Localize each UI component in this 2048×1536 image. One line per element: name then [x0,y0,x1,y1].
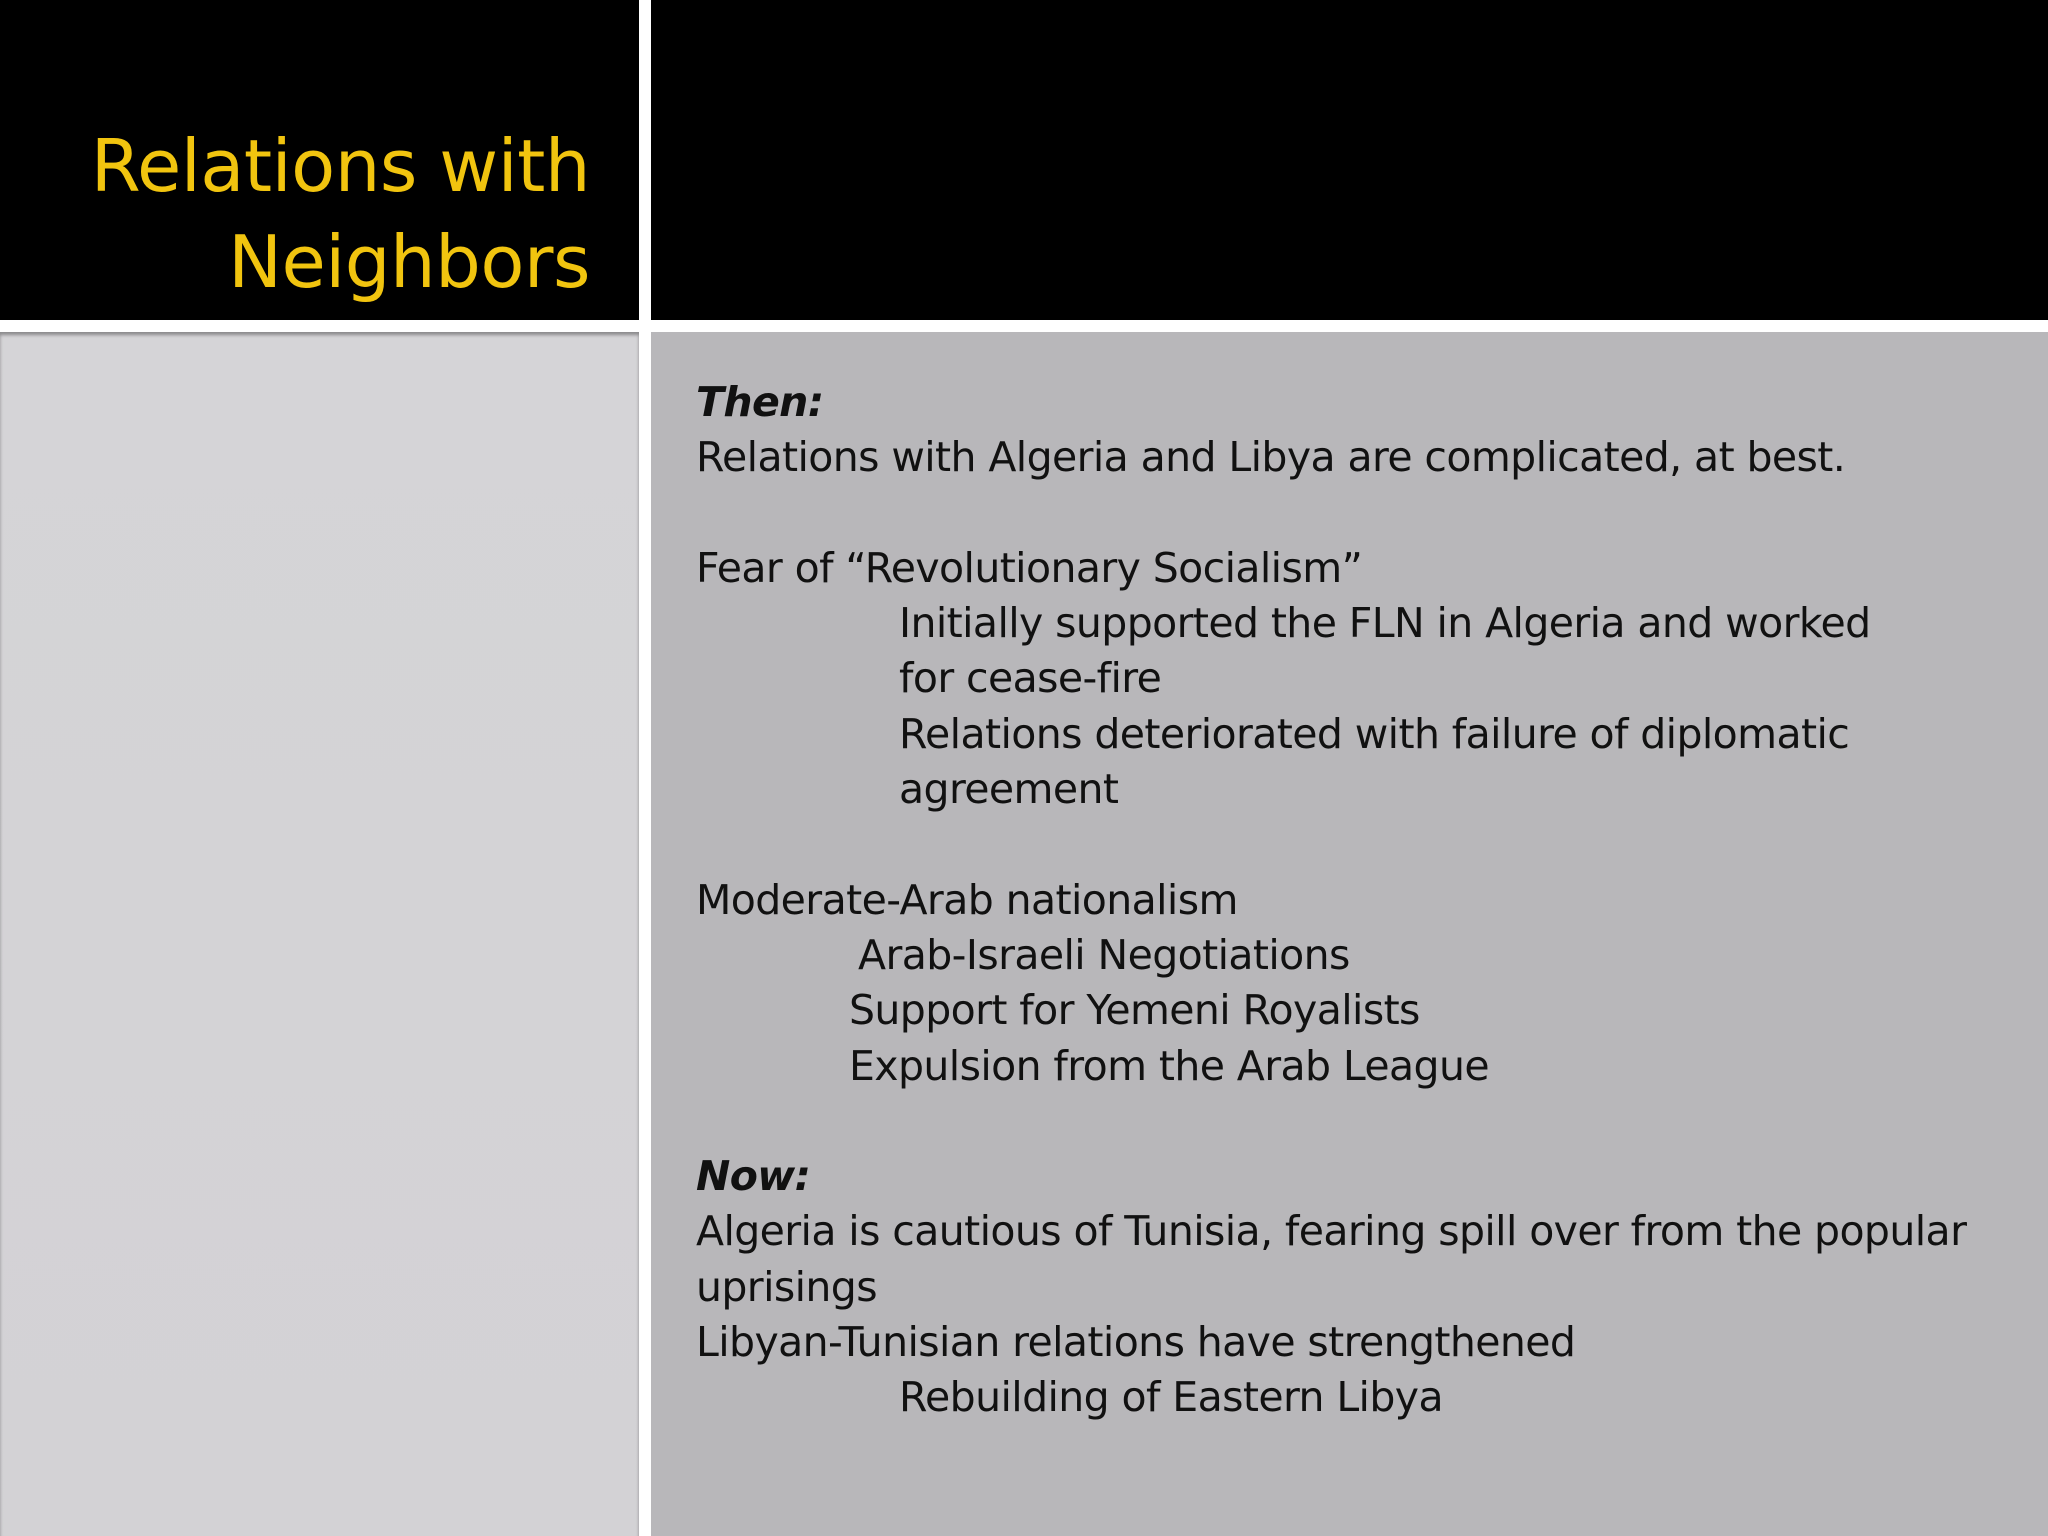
moderate-point: Arab-Israeli Negotiations [858,930,1350,979]
fear-point: for cease-fire [899,654,1162,703]
then-heading: Then: [696,378,824,426]
spacer [696,817,2036,872]
title-line: Neighbors [228,220,590,305]
fear-point: Relations deteriorated with failure of diplomatic [899,709,1850,758]
spacer [696,486,2036,541]
now-line: uprisings [696,1262,877,1311]
left-panel [0,332,639,1536]
spacer [696,1094,2036,1149]
slide-body [696,375,2036,1426]
header-bar [651,0,2048,320]
now-subpoint: Rebuilding of Eastern Libya [899,1373,1443,1422]
slide-title [30,118,590,310]
now-line: Algeria is cautious of Tunisia, fearing spill over from the popular [696,1207,1967,1256]
fear-point: agreement [899,765,1119,814]
moderate-point: Support for Yemeni Royalists [849,986,1420,1035]
now-heading: Now: [696,1152,811,1201]
title-line: Relations with [90,124,590,209]
then-intro: Relations with Algeria and Libya are complicated, at best. [696,433,1846,482]
moderate-point: Expulsion from the Arab League [849,1041,1489,1090]
fear-point: Initially supported the FLN in Algeria and worked [899,599,1871,648]
fear-heading: Fear of “Revolutionary Socialism” [696,543,1363,592]
now-line: Libyan-Tunisian relations have strengthened [696,1318,1576,1367]
moderate-heading: Moderate-Arab nationalism [696,875,1238,924]
